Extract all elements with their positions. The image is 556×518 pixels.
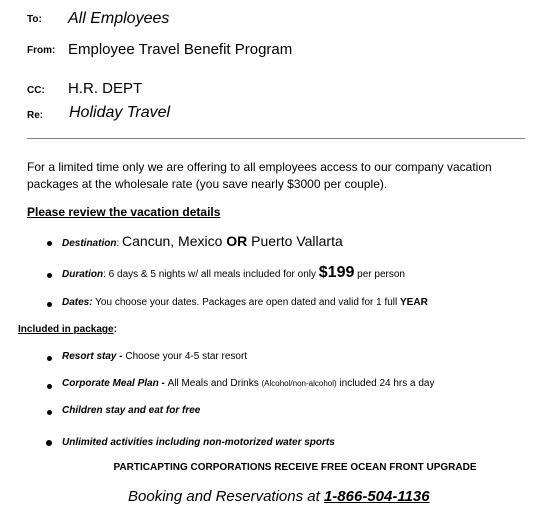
destination-b: Puerto Vallarta <box>247 233 343 249</box>
dates-label: Dates: <box>62 297 93 308</box>
bullet-icon <box>47 410 52 415</box>
resort-item <box>62 351 247 362</box>
upgrade-notice: PARTICAPTING CORPORATIONS RECEIVE FREE OCEAN FRONT UPGRADE <box>113 462 477 473</box>
dates-item <box>62 297 428 308</box>
cc-value: H.R. DEPT <box>68 80 143 97</box>
meal-plan-text-b: included 24 hrs a day <box>336 378 435 389</box>
children-item: Children stay and eat for free <box>62 405 201 416</box>
header-divider <box>27 138 525 139</box>
resort-text: Choose your 4-5 star resort <box>125 351 248 362</box>
bullet-icon <box>47 356 52 361</box>
duration-suffix: per person <box>354 269 405 280</box>
included-heading <box>18 324 117 335</box>
destination-label: Destination <box>62 238 117 249</box>
bullet-icon <box>47 241 52 246</box>
meal-plan-text-small: (Alcohol/non-alcohol) <box>261 379 337 388</box>
booking-text: Booking and Reservations at <box>128 488 324 505</box>
from-label: From: <box>27 45 56 56</box>
bullet-icon <box>47 302 52 307</box>
meal-plan-label: Corporate Meal Plan - <box>62 378 168 389</box>
cc-label: CC: <box>27 85 45 96</box>
to-label: To: <box>27 14 42 25</box>
re-label: Re: <box>27 110 44 121</box>
bullet-icon <box>47 273 52 278</box>
dates-text: You choose your dates. Packages are open dated and valid for 1 full <box>92 297 401 308</box>
meal-plan-item <box>62 378 435 389</box>
duration-price: $199 <box>318 264 355 281</box>
resort-label: Resort stay - <box>62 351 126 362</box>
bullet-icon <box>46 440 52 446</box>
duration-label: Duration <box>62 269 104 280</box>
intro-line-2: packages at the wholesale rate (you save nearly $3000 per couple). <box>27 177 388 191</box>
bullet-icon <box>47 384 52 389</box>
intro-line-1: For a limited time only we are offering to all employees access to our company vacation <box>27 160 492 174</box>
from-value: Employee Travel Benefit Program <box>68 41 293 58</box>
included-heading-text: Included in package <box>18 324 114 335</box>
included-heading-colon: : <box>113 324 117 335</box>
destination-or: OR <box>226 233 248 249</box>
destination-item <box>62 233 343 251</box>
duration-text: : 6 days & 5 nights w/ all meals included for only <box>103 269 319 280</box>
booking-line <box>128 488 430 505</box>
destination-colon: : <box>116 238 123 249</box>
activities-item: Unlimited activities including non-motorized water sports <box>62 437 335 448</box>
dates-year: YEAR <box>400 297 428 308</box>
destination-a: Cancun, Mexico <box>122 233 227 249</box>
re-value: Holiday Travel <box>69 104 171 121</box>
to-value: All Employees <box>68 10 170 27</box>
review-heading: Please review the vacation details <box>27 205 221 219</box>
duration-item <box>62 264 405 282</box>
meal-plan-text-a: All Meals and Drinks <box>167 378 262 389</box>
booking-phone: 1-866-504-1136 <box>323 488 430 505</box>
